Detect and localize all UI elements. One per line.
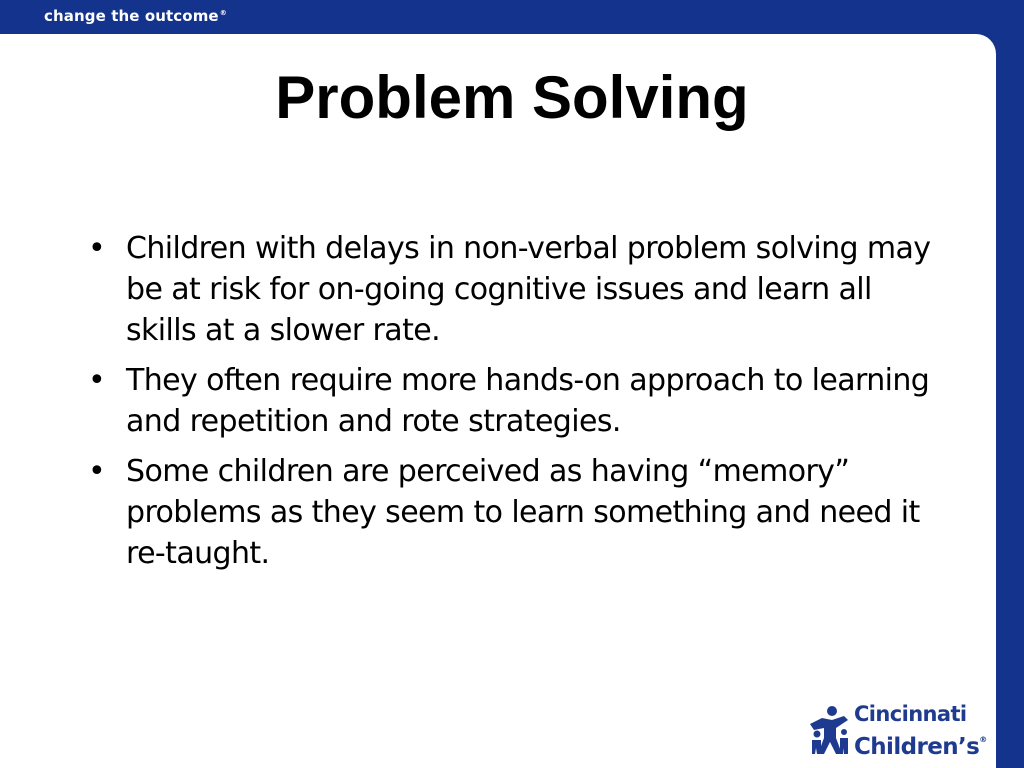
logo-registered-mark: ® xyxy=(979,735,987,744)
bullet-item: • Children with delays in non-verbal problem solving may be at risk for on-going cognitive issues and learn all skills at a slower rate. xyxy=(88,228,948,351)
bullet-item: • They often require more hands-on approach to learning and repetition and rote strategies. xyxy=(88,360,948,442)
bullet-item: • Some children are perceived as having “memory” problems as they seem to learn something and need it re-taught. xyxy=(88,451,948,574)
cincinnati-childrens-logo xyxy=(806,702,992,760)
logo-line-2-text: Children’s xyxy=(854,734,980,760)
logo-line-1: Cincinnati xyxy=(854,702,967,726)
slide-title: Problem Solving xyxy=(275,64,749,131)
logo-line-2 xyxy=(854,727,987,760)
tagline-registered-mark: ® xyxy=(219,9,227,17)
child-figures-icon xyxy=(806,704,852,756)
tagline-text: change the outcome xyxy=(44,7,219,25)
logo-wordmark xyxy=(854,702,987,760)
tagline xyxy=(44,7,227,25)
bullet-list xyxy=(88,228,948,583)
